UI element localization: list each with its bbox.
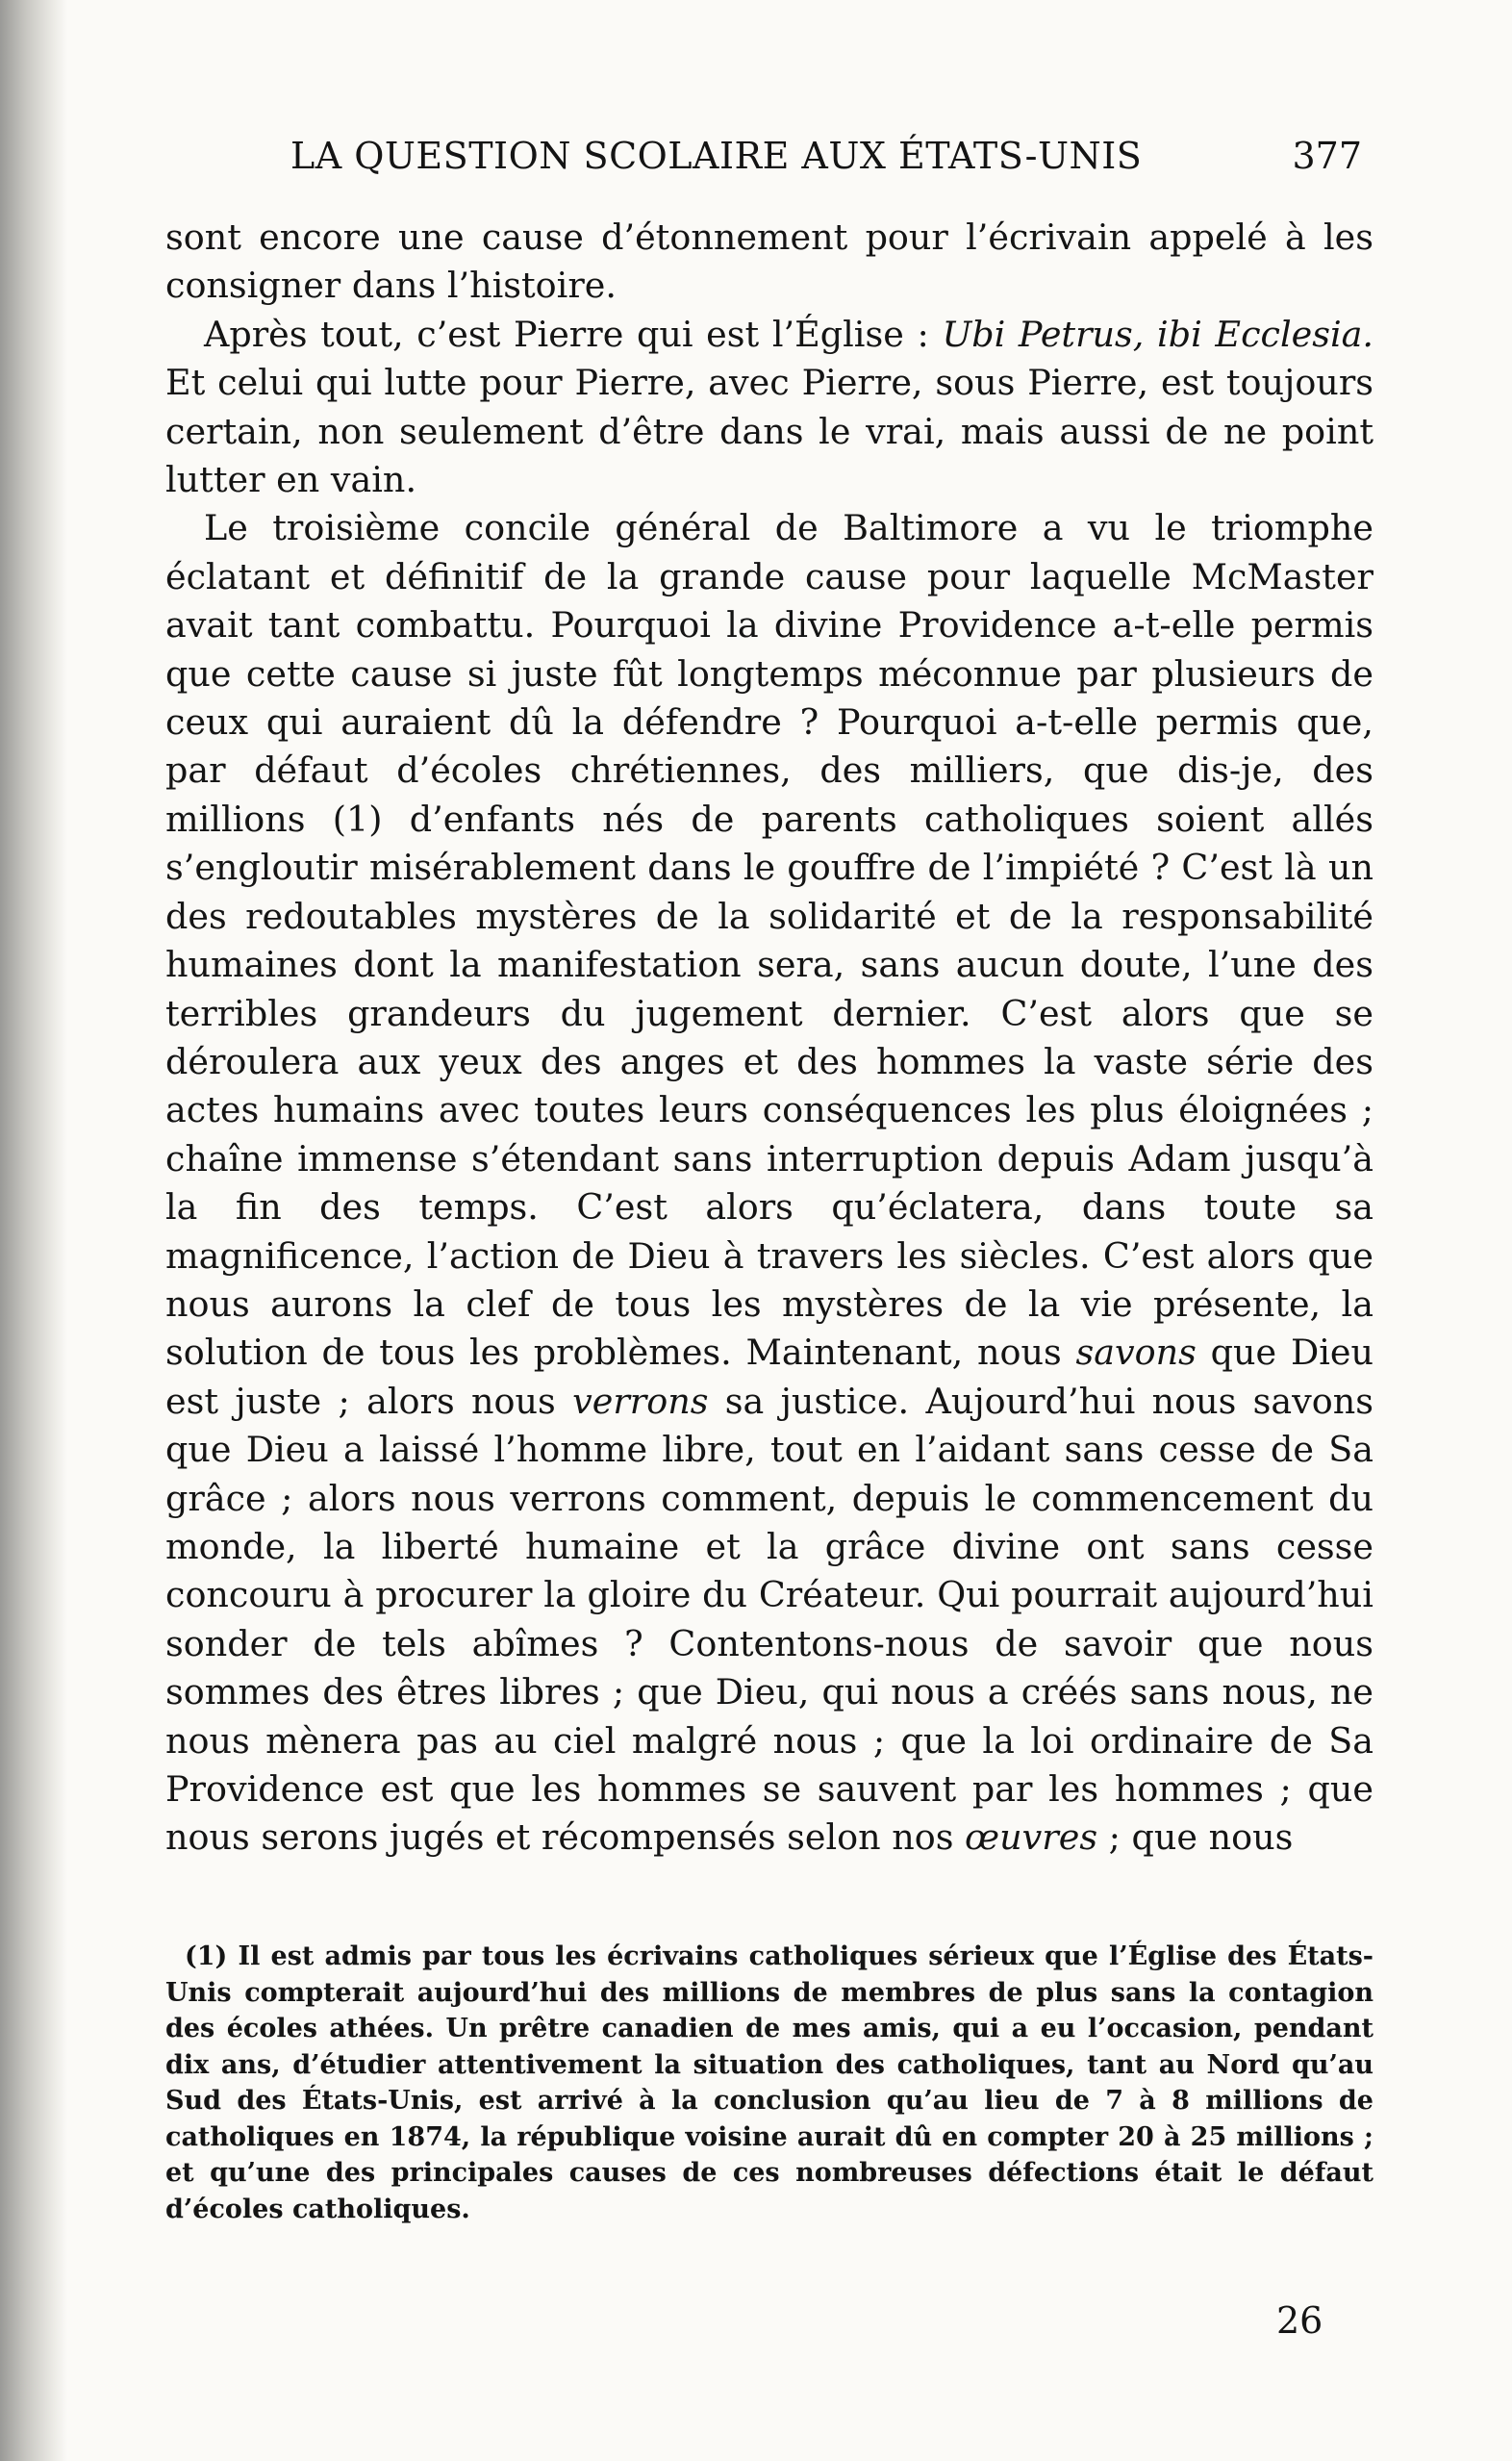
paragraph-1-text: sont encore une cause d’étonnement pour l’écrivain appelé à les consigner dans l’histoire. bbox=[165, 216, 1373, 307]
italic-savons: savons bbox=[1075, 1332, 1197, 1374]
page-number: 377 bbox=[1292, 135, 1362, 177]
paragraph-3-part-d: ; que nous bbox=[1097, 1816, 1294, 1859]
paragraph-3-part-b: que Dieu est juste ; alors nous bbox=[165, 1332, 1373, 1422]
signature-mark: 26 bbox=[1276, 2299, 1323, 2342]
italic-oeuvres: œuvres bbox=[965, 1816, 1098, 1859]
footnote bbox=[165, 1939, 1373, 2227]
main-text bbox=[165, 214, 1373, 1863]
latin-quote: Ubi Petrus, ibi Ecclesia. bbox=[942, 313, 1373, 355]
paragraph-2 bbox=[165, 311, 1373, 505]
paragraph-3-part-a: Le troisième concile général de Baltimore a vu le triomphe éclatant et définitif de la grande cause pour laquelle McMaster avait tant combattu. Pourquoi la divine Providence a-t-elle permis que cette cause si juste fût longtemps méconnue par plusieurs de ceux qui auraient dû la défendre ? Pourquoi a-t-elle permis que, par défaut d’écoles chrétiennes, des milliers, que dis-je, des millions (1) d’enfants nés de parents catholiques soient allés s’engloutir misérablement dans le gouffre de l’impiété ? C’est là un des redoutables mystères de la solidarité et de la responsabilité humaines dont la manifestation sera, sans aucun doute, l’une des terribles grandeurs du jugement dernier. C’est alors que se déroulera aux yeux des anges et des hommes la vaste série des actes humains avec toutes leurs conséquences les plus éloignées ; chaîne immense s’étendant sans interruption depuis Adam jusqu’à la fin des temps. C’est alors qu’éclatera, dans toute sa magnificence, l’action de Dieu à travers les siècles. C’est alors que nous aurons la clef de tous les mystères de la vie présente, la solution de tous les problèmes. Maintenant, nous bbox=[165, 507, 1373, 1374]
paragraph-2-start: Après tout, c’est Pierre qui est l’Église : bbox=[204, 313, 943, 355]
book-page bbox=[165, 0, 1373, 2461]
footnote-text: (1) Il est admis par tous les écrivains catholiques sérieux que l’Église des États-Unis compterait aujourd’hui des millions de membres de plus sans la contagion des écoles athées. Un prêtre canadien de mes amis, qui a eu l’occasion, pendant dix ans, d’étudier attentivement la situation des catholiques, tant au Nord qu’au Sud des États-Unis, est arrivé à la conclusion qu’au lieu de 7 à 8 millions de catholiques en 1874, la république voisine aurait dû en compter 20 à 25 millions ; et qu’une des principales causes de ces nombreuses défections était le défaut d’écoles catholiques. bbox=[165, 1941, 1373, 2224]
paragraph-3-part-c: sa justice. Aujourd’hui nous savons que Dieu a laissé l’homme libre, tout en l’aidant sans cesse de Sa grâce ; alors nous verrons comment, depuis le commencement du monde, la liberté humaine et la grâce divine ont sans cesse concouru à procurer la gloire du Créateur. Qui pourrait aujourd’hui sonder de tels abîmes ? Contentons-nous de savoir que nous sommes des êtres libres ; que Dieu, qui nous a créés sans nous, ne nous mènera pas au ciel malgré nous ; que la loi ordinaire de Sa Providence est que les hommes se sauvent par les hommes ; que nous serons jugés et récompensés selon nos bbox=[165, 1380, 1373, 1859]
paragraph-2-end: Et celui qui lutte pour Pierre, avec Pierre, sous Pierre, est toujours certain, non seulement d’être dans le vrai, mais aussi de ne point lutter en vain. bbox=[165, 362, 1373, 501]
scanned-page-edge bbox=[0, 0, 67, 2461]
running-title: LA QUESTION SCOLAIRE AUX ÉTATS-UNIS bbox=[290, 135, 1143, 177]
paragraph-1 bbox=[165, 214, 1373, 311]
paragraph-3 bbox=[165, 504, 1373, 1862]
running-header bbox=[290, 135, 1368, 177]
italic-verrons: verrons bbox=[572, 1380, 709, 1422]
